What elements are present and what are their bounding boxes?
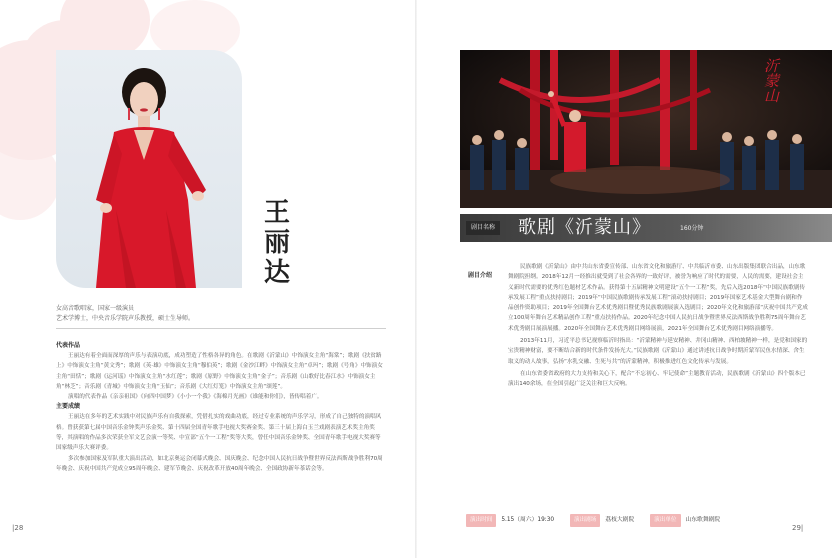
divider [56, 328, 386, 329]
intro-paragraph: 在山东省委省政府的大力支持和关心下，配合“不忘初心、牢记使命”主题教育活动，民族歌剧《沂蒙山》四个版本已演出140余场，在全国引起广泛关注和巨大反响。 [508, 370, 806, 388]
org-value: 山东歌舞剧院 [685, 517, 721, 523]
bio-paragraph: 王丽达在多年的艺术实践中对民族声乐有自我探索，凭借扎实的戏曲功底，经过专业系统的声乐学习，形成了自己独特的演唱风格。曾获获第七届中国音乐金钟奖声乐金奖、第十四届全国青年歌手电视大奖赛金奖、第三十届上海白玉兰戏剧表演艺术奖主角奖等，其演唱的作品多次荣获全军文艺会演一等奖、中宣部“五个一工程”奖等大奖，曾任中国音乐金钟奖、全国青年歌手电视大奖赛等国家级声乐大赛评委。 [56, 414, 382, 452]
show-duration: 160分钟 [680, 225, 704, 232]
bio-paragraph: 王丽达有着全面而深厚的声乐与表演功底，成功塑造了性格各异的角色。在歌剧《沂蒙山》中饰演女主角“海棠”；歌剧《扶贫路上》中饰演女主角“黄文秀”；歌剧《英·雄》中饰演女主角“穆伯英”；歌剧《金沙江畔》中饰演女主角“卓玛”；歌剧《号角》中饰演女主角“田恬”；歌剧《运河谣》中饰演女主角“水红莲”；歌剧《原野》中饰演女主角“金子”；音乐剧《山歌好比春江水》中饰演女主角“林芝”；音乐剧《青城》中饰演女主角“玉仙”；音乐剧《大红灯笼》中饰演女主角“颂莲”。 [56, 353, 383, 390]
venue-label: 演出剧场 [570, 514, 600, 527]
name-char: 王 [263, 198, 290, 228]
intro-line: 女高音歌唱家，国家一级演员 [56, 305, 135, 312]
page-number: 29| [792, 524, 804, 532]
intro-line: 艺术学博士，中央音乐学院声乐教授，硕士生导师。 [56, 315, 195, 322]
page-fold [415, 0, 417, 558]
stage-photo [460, 50, 832, 208]
singer-bio [56, 341, 386, 474]
section-heading: 代表作品 [56, 342, 81, 349]
time-label: 演出时间 [466, 514, 496, 527]
show-details [466, 513, 720, 527]
org-label: 演出单位 [650, 514, 680, 527]
intro-paragraph: 2013年11月，习近平总书记视察临沂时指出：“沂蒙精神与延安精神、井冈山精神、西柏坡精神一样，是党和国家的宝贵精神财富，要不断结合新的时代条件发扬光大。”民族歌剧《沂蒙山》通过讲述抗日战争时期沂蒙军民鱼水情深、舍生取义的动人故事，弘扬“水乳交融、生死与共”的沂蒙精神，积极推进红色文化传承与发展。 [508, 338, 808, 365]
photo-calligraphy: 沂蒙山 [762, 58, 780, 103]
section-heading: 主要成绩 [56, 403, 81, 411]
name-char: 丽 [263, 228, 290, 258]
show-title: 歌剧《沂蒙山》 [518, 217, 651, 238]
singer-portrait [56, 50, 242, 288]
right-page [416, 0, 832, 558]
show-intro [508, 262, 808, 392]
intro-label: 剧目介绍 [468, 272, 493, 279]
venue-value: 荔枝大剧院 [605, 517, 635, 523]
bio-paragraph: 多次参加国家及军队重大演出活动，如北京奥运会闭幕式晚会、国庆晚会、纪念中国人民抗日战争暨世界反法西斯战争胜利70周年晚会、庆祝中国共产党成立95周年晚会、建军节晚会、庆祝改革开放40周年晚会、全国政协新年茶话会等。 [56, 455, 383, 472]
name-char: 达 [263, 258, 290, 288]
intro-paragraph: 民族歌剧《沂蒙山》由中共山东省委宣传部、山东省文化和旅游厅、中共临沂市委、山东出版集团联合出品，山东歌舞剧院担纲。2018年12月一经推出就受到了社会各界的一致好评，被誉为响应了时代的需要，人民的需要，建设社会主义新时代需要的优秀红色题材艺术作品。获得第十五届精神文明建设“五个一工程”奖，先后入选2018年“中国民族歌剧传承发展工程”重点扶持剧目；2019年“中国民族歌剧传承发展工程”滚动扶持剧目；2019年国家艺术基金大型舞台剧和作品创作资助项目；2019年全国舞台艺术优秀剧目暨优秀民族歌剧展演入选剧目；2020年文化和旅游部“庆祝中国共产党成立100周年舞台艺术精品创作工程”重点扶持作品。2020年纪念中国人民抗日战争暨世界反法西斯战争胜利75周年舞台艺术优秀剧目展演展播。2020年全国舞台艺术优秀剧目网络展演，2021年全国舞台艺术优秀剧目网络演播等。 [508, 264, 808, 332]
singer-intro [56, 304, 386, 324]
show-title-bar [460, 214, 832, 242]
singer-name [262, 198, 292, 288]
time-value: 5.15（周六）19:30 [501, 517, 555, 523]
bio-paragraph: 演唱的代表作品《亲亲祖国》《向四中国梦》《小小一个我》《海棉月光画》《谁能和你们》，皆传唱着广。 [68, 394, 323, 401]
title-tag: 剧目名称 [466, 221, 500, 235]
page-number: |28 [12, 524, 24, 532]
